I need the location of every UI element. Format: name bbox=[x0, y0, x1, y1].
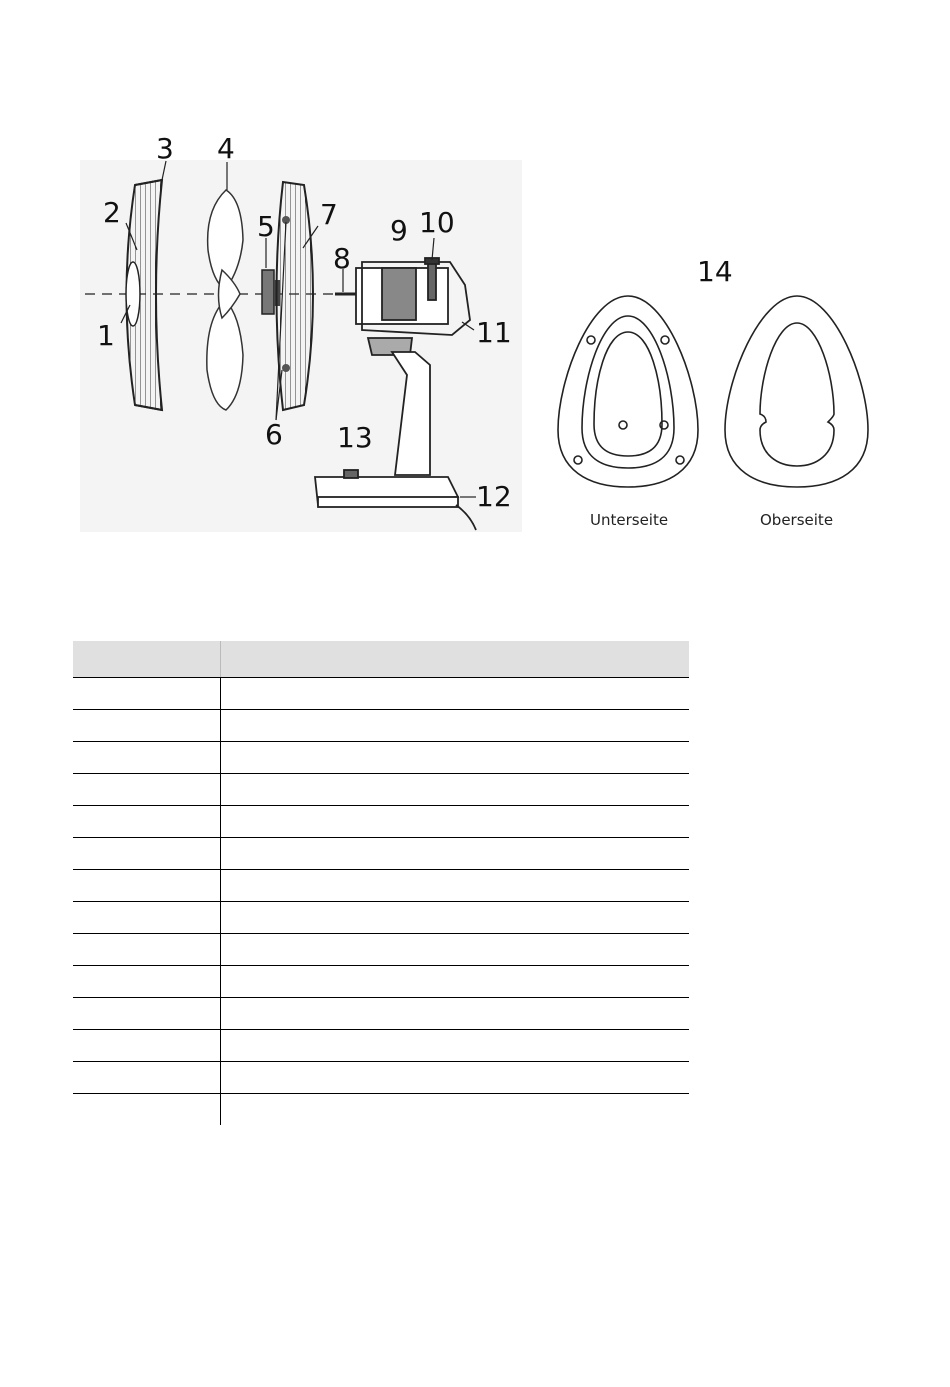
table-row bbox=[73, 870, 689, 902]
callout-5: 5 bbox=[257, 210, 275, 243]
table-cell-description bbox=[221, 1030, 689, 1061]
table-row bbox=[73, 1094, 689, 1125]
caption-underside: Unterseite bbox=[590, 511, 669, 529]
callout-10: 10 bbox=[419, 206, 455, 239]
table-row bbox=[73, 742, 689, 774]
callout-14: 14 bbox=[697, 255, 733, 288]
table-cell-description bbox=[221, 1094, 689, 1125]
table-cell-description bbox=[221, 678, 689, 709]
table-cell-number bbox=[73, 774, 221, 805]
parts-list-table bbox=[73, 641, 689, 1125]
table-row bbox=[73, 934, 689, 966]
callout-9: 9 bbox=[390, 214, 408, 247]
table-cell-description bbox=[221, 902, 689, 933]
table-row bbox=[73, 998, 689, 1030]
table-cell-number bbox=[73, 838, 221, 869]
callout-2: 2 bbox=[103, 196, 121, 229]
table-row bbox=[73, 1030, 689, 1062]
caption-topside: Oberseite bbox=[760, 511, 834, 529]
callout-4: 4 bbox=[217, 132, 235, 165]
gasket-topside bbox=[725, 296, 868, 487]
table-cell-number bbox=[73, 998, 221, 1029]
table-cell-number bbox=[73, 710, 221, 741]
table-cell-description bbox=[221, 870, 689, 901]
table-cell-description bbox=[221, 838, 689, 869]
callout-7: 7 bbox=[320, 198, 338, 231]
table-cell-number bbox=[73, 806, 221, 837]
callout-13: 13 bbox=[337, 421, 373, 454]
header-cell-description bbox=[221, 641, 689, 677]
table-cell-number bbox=[73, 1094, 221, 1125]
table-cell-description bbox=[221, 806, 689, 837]
callout-12: 12 bbox=[476, 480, 512, 513]
table-cell-description bbox=[221, 998, 689, 1029]
callout-6: 6 bbox=[265, 418, 283, 451]
table-row bbox=[73, 1062, 689, 1094]
table-cell-description bbox=[221, 966, 689, 997]
callout-11: 11 bbox=[476, 316, 512, 349]
callout-1: 1 bbox=[97, 319, 115, 352]
table-row bbox=[73, 902, 689, 934]
table-cell-number bbox=[73, 966, 221, 997]
table-cell-description bbox=[221, 934, 689, 965]
table-cell-number bbox=[73, 934, 221, 965]
table-header-row bbox=[73, 641, 689, 678]
callout-3: 3 bbox=[156, 132, 174, 165]
table-cell-number bbox=[73, 742, 221, 773]
table-cell-description bbox=[221, 774, 689, 805]
table-row bbox=[73, 774, 689, 806]
exploded-fan-diagram bbox=[0, 0, 950, 560]
header-cell-number bbox=[73, 641, 221, 677]
table-cell-description bbox=[221, 1062, 689, 1093]
table-cell-description bbox=[221, 710, 689, 741]
callout-8: 8 bbox=[333, 242, 351, 275]
table-cell-number bbox=[73, 678, 221, 709]
table-cell-number bbox=[73, 1062, 221, 1093]
table-cell-number bbox=[73, 902, 221, 933]
front-grille bbox=[126, 180, 162, 410]
table-cell-number bbox=[73, 870, 221, 901]
table-cell-number bbox=[73, 1030, 221, 1061]
gasket-underside bbox=[558, 296, 698, 487]
table-row bbox=[73, 710, 689, 742]
table-row bbox=[73, 838, 689, 870]
table-row bbox=[73, 966, 689, 998]
table-cell-description bbox=[221, 742, 689, 773]
table-row bbox=[73, 806, 689, 838]
table-row bbox=[73, 678, 689, 710]
